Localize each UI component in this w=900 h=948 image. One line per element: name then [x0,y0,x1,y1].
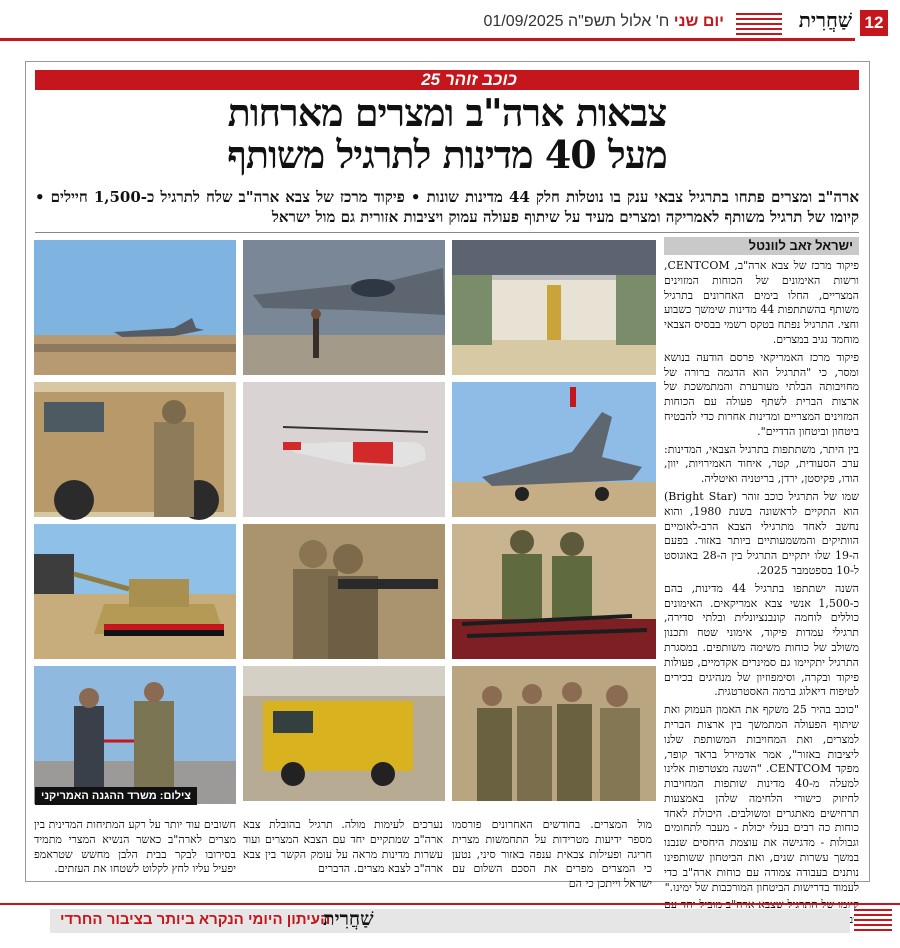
paragraph: פיקוד מרכז האמריקאי פרסם הודעה בנושא ומסר, כי "התרגיל הוא הדגמה ברורה של מחויבותה הבלתי מעורערת והמתמשכת של ארצות הברית לשתף פעולה עם הכוחות המזוינים המצריים ומדינות אחרות כדי להבטיח ביטחון וביטחון הדדיים". [664,350,859,438]
opening-ceremony-photo [452,240,656,375]
jet-marshaller-photo [243,240,445,375]
article-column-2: מול המצרים. בחודשים האחרונים פורסמו מספר ידיעות מטרידות על התחמשות מצרית חריגה ופעילות צבאית ענפה באזור סיני, נטען כי המצרים מפרים את הסכם השלום עם ישראל וייתכן כי הם [452,818,652,891]
photo-credit: צילום: משרד ההגנה האמריקני [35,787,197,805]
page-footer [0,898,900,948]
fire-truck-photo [243,666,445,801]
article-column-3: נערכים לעימות מולה. תרגיל בהובלת צבא ארה"ב שמתקיים יחד עם הצבא המצרים ועוד עשרות מדינות מראה על עומק הקשר בין צבא ארה"ב לצבא מצרים. הדברים [243,818,443,876]
paragraph: שמו של התרגיל כוכב זוהר (Bright Star) הוא התקיים לראשונה בשנת 1980, והוא נחשב לאחד מתרגילי הצבא הרב-לאומיים הוותיקים והמשמעותיים ביותר באזור. בפעם ה-19 שלו יתקיים התרגיל בין ה-28 באוגוסט ל-10 בספטמבר 2025. [664,489,859,577]
header-rule [0,38,855,41]
soldiers-machine-gun-photo [243,524,445,659]
footer-slogan: העיתון היומי הנקרא ביותר בציבור החרדי [60,911,331,928]
soldiers-weapons-display-photo [452,524,656,659]
f16-closeup-photo [452,382,656,517]
rescue-helicopter-photo [243,382,445,517]
decorative-red-lines [736,13,782,35]
day-of-week: יום שני [673,13,724,30]
page-number: 12 [860,10,888,36]
byline: ישראל זאב לוונטל [664,237,859,255]
headline-line-2: מעל 40 מדינות לתרגיל משותף [227,132,667,177]
article-column-4: חשובים עוד יותר על רקע המתיחות המדינית בין מצרים לארה"ב כאשר הנשיא המצרי מתמיד בסירובו לבקר בבית הלבן מחשש שטראמפ יפעיל עליו לחץ לקלוט לשטחו את העזתים. [34,818,236,876]
kicker-text: כוכב זוהר 25 [421,70,517,89]
masthead-logo: שַׁחֲרִית [798,8,852,32]
decorative-red-lines [854,909,892,933]
officers-ribbon-photo [34,666,236,804]
subheadline: ארה"ב ומצרים פתחו בתרגיל צבאי ענק בו נוטלות חלק 44 מדינות שונות • פיקוד מרכז של צבא ארה"ב שלח לתרגיל כ-1,500 חיילים • קיומו של תרגיל משותף לאמריקה ומצרים מעיד על שיתוף פעולה עמוק ויציבות אזורית גם מול ישראל [35,188,859,226]
paragraph: "כוכב בהיר 25 משקף את האמון העמוק ואת שיתוף הפעולה המתמשך בין ארצות הברית למצרים, ואת המחויבות המשותפת שלנו ליציבות באזור", אמר אדמירל בראד קופר, מפקד CENTCOM. "השנה מצטרפות אלינו למעלה מ-40 מדינות שותפות המחויבות לחיזוק כישורי הלחימה שלהן באמצעות תרחישים מאתגרים ומשולבים. היכולת לאחד כוחות כה רבים בעלי יכולת - מעבר לתחומים וגבולות - מדגישה את עוצמת היחסים שנבנו במשך עשרות שנים, ואת הביטחון ששותפינו נותנים בעבודה צמודה עם כוחות ארה"ב כדי לעמוד בדרישות הביטחון המורכבות של ימינו." [664,703,859,894]
officers-briefing-photo [452,666,656,801]
paragraph: פיקוד מרכז של צבא ארה"ב, CENTCOM, ורשות האימונים של הכוחות המזוינים המצריים, החלו בימים האחרונים בתרגיל משותף בהשתתפות 44 מדינות שימשך כשבוע וחצי. התרגיל נפתח בטקס רשמי בבסיס הצבאי מוחמד נגיב במצרים. [664,259,859,346]
paragraph: השנה ישתתפו בתרגיל 44 מדינות, בהם כ-1,500 אנשי צבא אמריקאים. האימונים כוללים לוחמה קונבנציונלית ובלתי סדירה, תרגילי עמדות פיקוד, אימוני שטח ותכנון משולב של כוחות משימה משותפים. במסגרת התרגיל יתקיימו גם סמינרים אקדמיים, פעולות פיקוד ובקרה, וסימפוזיון של מנהיגים בכירים לטיפוח דיאלוג ברמה האסטרטגית. [664,581,859,699]
paragraph: צבא [841,913,859,927]
armored-vehicle-soldier-photo [34,382,236,517]
egyptian-tank-photo [34,524,236,659]
subheadline-rule [35,232,859,233]
date-text: ח' אלול תשפ"ה 01/09/2025 [483,13,670,30]
page-header [0,0,900,42]
article-column-main [664,259,859,927]
paragraph: בין היתר, משתתפות בתרגיל הצבאי, המדינות: ערב הסעודית, קטר, איחוד האמירויות, יוון, הודו, פקיסטן, ירדן, בריטניה ואיטליה. [664,442,859,486]
f16-on-runway-photo [34,240,236,375]
headline-line-1: צבאות ארה"ב ומצרים מארחות [227,90,667,135]
headline [35,92,859,176]
footer-logo: שַׁחֲרִית [323,908,374,930]
kicker-bar [35,70,859,90]
dateline [483,13,724,31]
footer-rule [0,903,900,905]
